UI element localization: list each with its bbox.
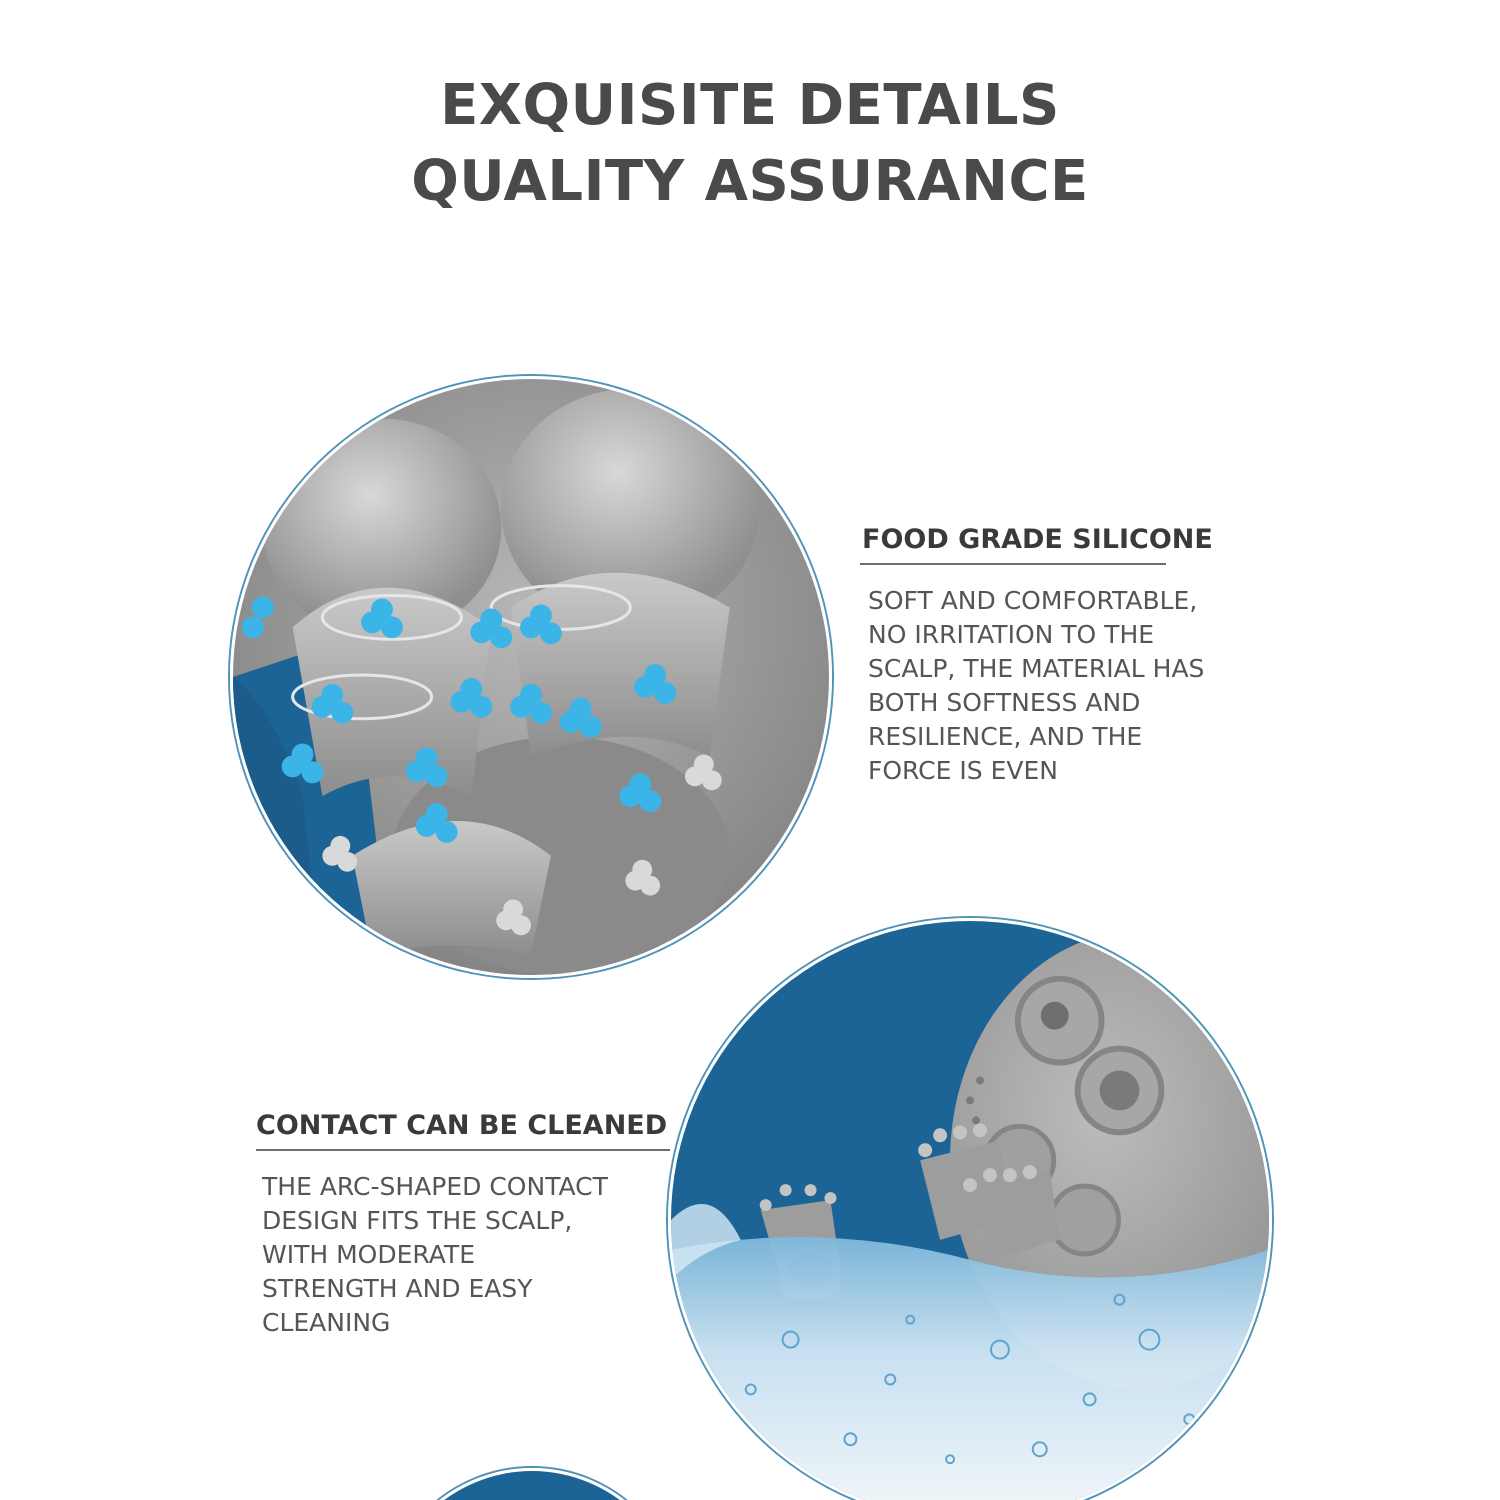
feature-heading-cleaning: CONTACT CAN BE CLEANED: [256, 1110, 668, 1141]
silicone-heads-photo: [230, 376, 832, 978]
cleaning-heads-photo: [668, 918, 1272, 1500]
title-line-1: EXQUISITE DETAILS: [440, 73, 1060, 138]
feature-heading-silicone: FOOD GRADE SILICONE: [862, 524, 1213, 555]
title-line-2: QUALITY ASSURANCE: [411, 149, 1089, 214]
page-title: [0, 68, 1500, 220]
feature-divider-cleaning: [256, 1149, 670, 1151]
feature-body-silicone: SOFT AND COMFORTABLE, NO IRRITATION TO THE SCALP, THE MATERIAL HAS BOTH SOFTNESS AND RESILIENCE, AND THE FORCE IS EVEN: [868, 586, 1205, 785]
feature-divider-silicone: [860, 563, 1166, 565]
feature-body-cleaning: THE ARC-SHAPED CONTACT DESIGN FITS THE SCALP, WITH MODERATE STRENGTH AND EASY CLEANING: [262, 1172, 608, 1337]
